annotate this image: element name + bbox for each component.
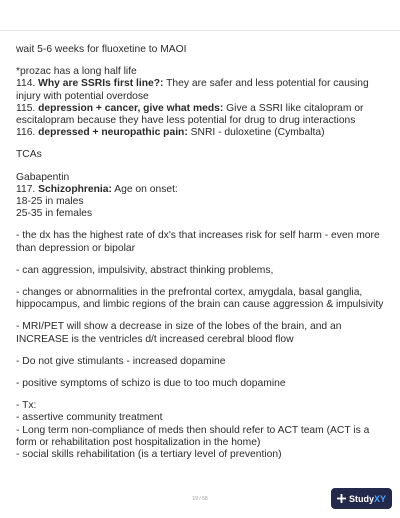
note-line: *prozac has a long half life [16,66,137,78]
notes-content [16,44,390,461]
note-line: - changes or abnormalities in the prefrontal cortex, amygdala, basal ganglia, hippocampus, and limbic regions of the brain can cause aggression & impulsivity [16,287,384,311]
question-116-title: depressed + neuropathic pain: [38,127,188,139]
note-line: - Tx: [16,400,37,412]
note-line: - social skills rehabilitation (is a tertiary level of prevention) [16,449,282,461]
note-line: - Long term non-compliance of meds then should refer to ACT team (ACT is a form or rehabilitation post hospitalization in the home) [16,424,370,448]
note-line: - Do not give stimulants - increased dopamine [16,355,226,367]
note-line: 25-35 in females [16,208,93,220]
note-line: - can aggression, impulsivity, abstract thinking problems, [16,264,274,276]
question-114-title: Why are SSRIs first line?: [38,78,164,90]
logo-text: StudyXY [348,493,387,504]
page-number: 19 / 58 [192,496,208,502]
plus-icon [337,494,346,503]
studyxy-logo[interactable] [331,488,392,509]
note-line: Gabapentin [16,171,70,183]
question-114: 114. Why are SSRIs first line?: They are safer and less potential for causing injury with potential overdose [16,78,369,102]
note-line: - assertive community treatment [16,412,163,424]
question-116: 116. depressed + neuropathic pain: SNRI - duloxetine (Cymbalta) [16,127,325,139]
note-line: - the dx has the highest rate of dx's that increases risk for self harm - even more than depression or bipolar [16,230,380,254]
header-divider [0,30,400,31]
note-line: TCAs [16,149,42,161]
question-115: 115. depression + cancer, give what meds: Give a SSRI like citalopram or escitalopram because they have less potential for drug to drug interactions [16,102,364,127]
note-line: - positive symptoms of schizo is due to too much dopamine [16,378,286,390]
note-line: - MRI/PET will show a decrease in size of the lobes of the brain, and an INCREASE is the ventricles d/t increased cerebral blood flow [16,321,342,345]
note-line: 18-25 in males [16,196,84,208]
question-117-title: Schizophrenia: [38,183,112,195]
question-115-title: depression + cancer, give what meds: [38,102,224,114]
question-117: 117. Schizophrenia: Age on onset: [16,183,178,195]
note-line: wait 5-6 weeks for fluoxetine to MAOI [16,44,187,55]
